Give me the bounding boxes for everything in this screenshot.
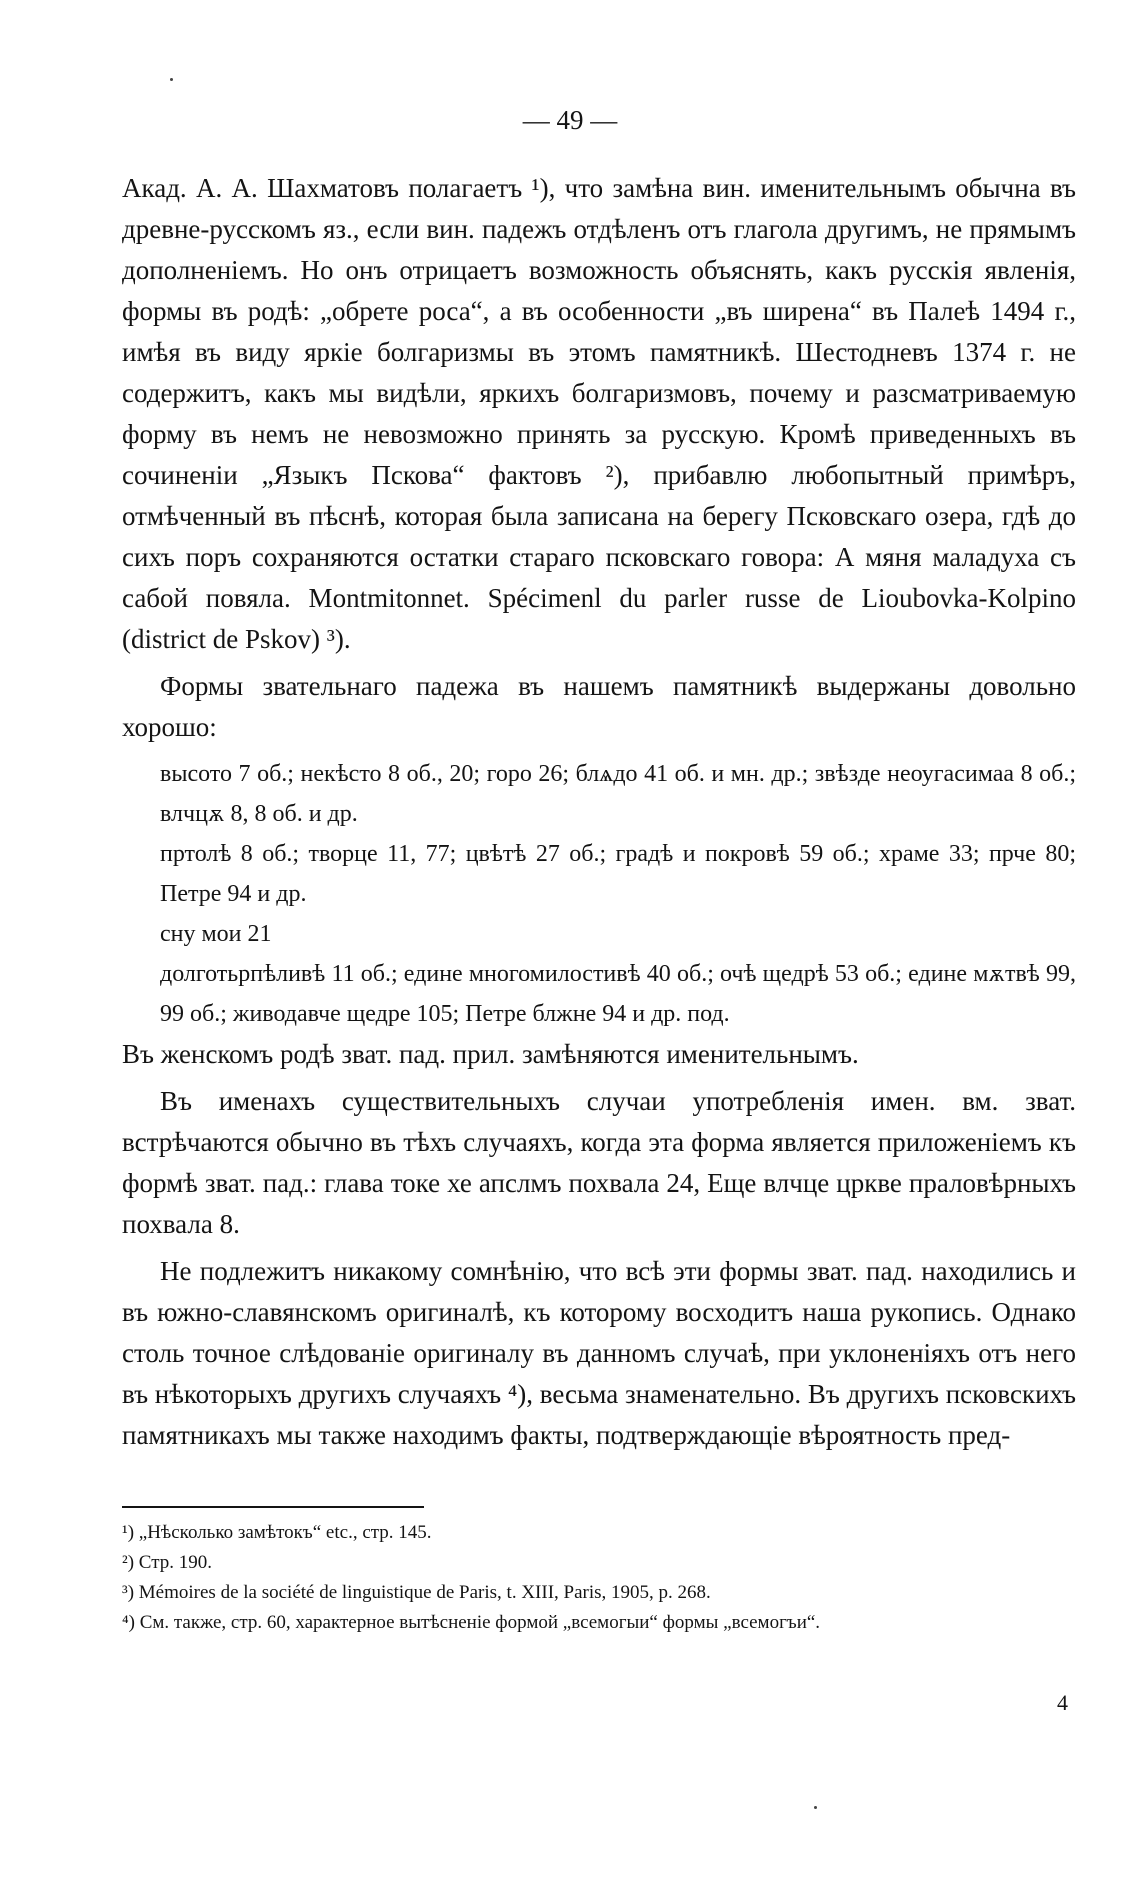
main-text	[122, 168, 1076, 1456]
footnote-2: ²) Стр. 190.	[122, 1552, 212, 1573]
specks-mark	[814, 1806, 817, 1809]
footnotes	[122, 1518, 1076, 1638]
example-line-1: высото 7 об.; некѣсто 8 об., 20; горо 26; блѧдо 41 об. и мн. др.; звѣзде неоугасимаа 8 об.; влчцѫ 8, 8 об. и др.	[160, 761, 1076, 827]
signature-mark: 4	[1057, 1690, 1068, 1715]
paragraph-nouns: Въ именахъ существительныхъ случаи употребленія имен. вм. зват. встрѣчаются обычно въ тѣхъ случаяхъ, когда эта форма является приложеніемъ къ формѣ зват. пад.: глава токе хе апслмъ похвала 24, Еще влчце цркве праловѣрныхъ похвала 8.	[122, 1086, 1076, 1239]
page-number: — 49 —	[522, 105, 618, 135]
footnote-1: ¹) „Нѣсколько замѣтокъ“ etc., стр. 145.	[122, 1522, 432, 1543]
specks-mark	[170, 78, 173, 81]
example-line-2: пртолѣ 8 об.; творце 11, 77; цвѣтѣ 27 об.; градѣ и покровѣ 59 об.; храме 33; прче 80; Петре 94 и др.	[160, 841, 1076, 907]
paragraph-shakhmatov: Акад. А. А. Шахматовъ полагаетъ ¹), что замѣна вин. именительнымъ обычна въ древне-русскомъ яз., если вин. падежъ отдѣленъ отъ глагола другимъ, не прямымъ дополненіемъ. Но онъ отрицаетъ возможность объяснять, какъ русскія явленія, формы въ родѣ: „обрете роса“, а въ особенности „въ ширена“ въ Палеѣ 1494 г., имѣя въ виду яркіе болгаризмы въ этомъ памятникѣ. Шестодневъ 1374 г. не содержитъ, какъ мы видѣли, яркихъ болгаризмовъ, почему и разсматриваемую форму въ немъ не невозможно принять за русскую. Кромѣ приведенныхъ въ сочиненіи „Языкъ Пскова“ фактовъ ²), прибавлю любопытный примѣръ, отмѣченный въ пѣснѣ, которая была записана на берегу Псковскаго озера, гдѣ до сихъ поръ сохраняются остатки стараго псковскаго говора: А мяня маладуха съ сабой повяла. Montmitonnet. Spécimenl du parler russe de Lioubovka-Kolpino (district de Pskov) ³).	[122, 173, 1076, 654]
paragraph-feminine: Въ женскомъ родѣ зват. пад. прил. замѣняются именительнымъ.	[122, 1039, 859, 1069]
example-line-3: сну мои 21	[160, 921, 272, 947]
footnote-4: ⁴) См. также, стр. 60, характерное вытѣсненіе формой „всемогыи“ формы „всемогъи“.	[122, 1612, 821, 1633]
footnote-divider	[122, 1506, 424, 1508]
example-line-4: долготьрпѣливѣ 11 об.; едине многомилостивѣ 40 об.; очѣ щедрѣ 53 об.; едине мѫтвѣ 99, 99 об.; живодавче щедре 105; Петре блжне 94 и др. под.	[160, 961, 1076, 1027]
footnote-3: ³) Mémoires de la société de linguistique de Paris, t. XIII, Paris, 1905, p. 268.	[122, 1582, 711, 1603]
paragraph-vocative-forms: Формы звательнаго падежа въ нашемъ памятникѣ выдержаны довольно хорошо:	[122, 671, 1076, 742]
paragraph-conclusion: Не подлежитъ никакому сомнѣнію, что всѣ эти формы зват. пад. находились и въ южно-славянскомъ оригиналѣ, къ которому восходитъ наша рукопись. Однако столь точное слѣдованіе оригиналу въ данномъ случаѣ, при уклоненіяхъ отъ него въ нѣкоторыхъ другихъ случаяхъ ⁴), весьма знаменательно. Въ другихъ псковскихъ памятникахъ мы также находимъ факты, подтверждающіе вѣроятность пред-	[122, 1256, 1076, 1450]
